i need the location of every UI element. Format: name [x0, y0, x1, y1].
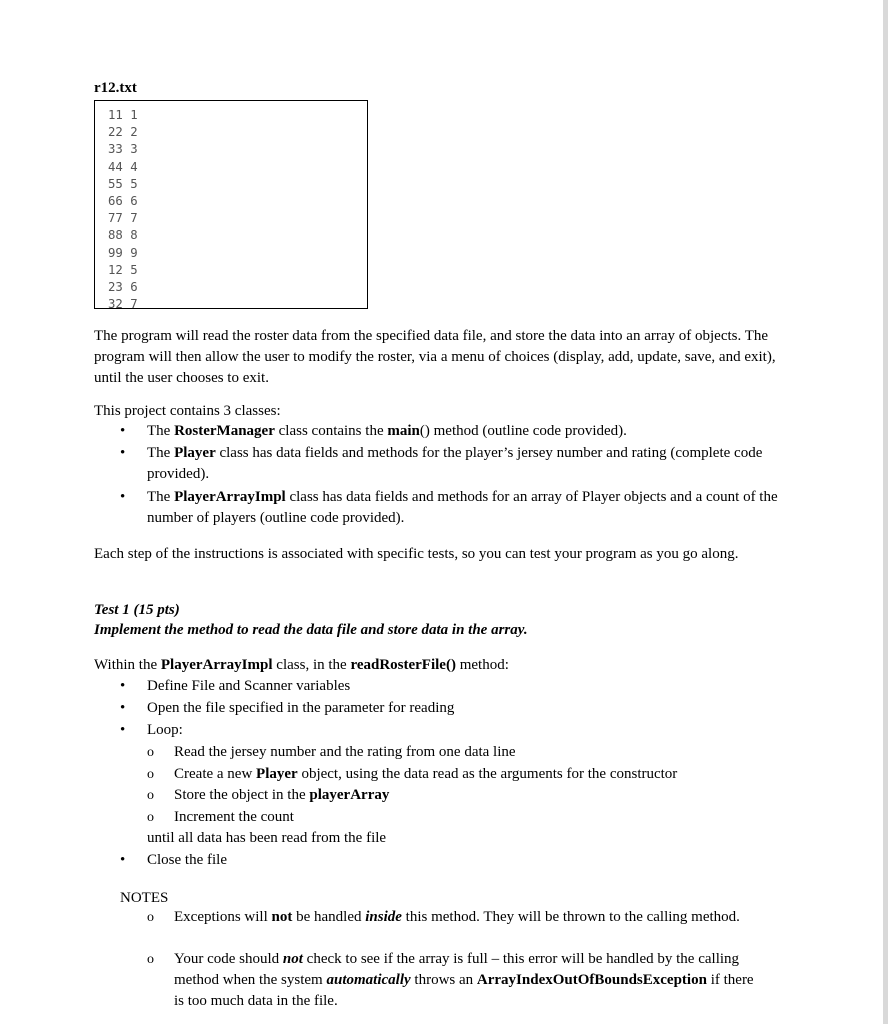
file-line: 32 7: [108, 297, 138, 312]
sub-bullet-icon: o: [147, 745, 154, 760]
test1-subtitle: Implement the method to read the data file and store data in the array.: [94, 622, 528, 638]
file-line: 11 1: [108, 108, 138, 122]
bullet-icon: •: [120, 678, 126, 694]
file-line: 12 5: [108, 262, 138, 277]
test1-title: Test 1 (15 pts): [94, 602, 180, 618]
file-line: 88 8: [108, 228, 138, 243]
sub-bullet-icon: o: [147, 910, 154, 925]
file-line: 23 6: [108, 280, 138, 295]
bullet-icon: •: [120, 445, 126, 461]
notes-heading: NOTES: [120, 890, 169, 906]
file-line: 33 3: [108, 142, 138, 157]
intro-paragraph: The program will read the roster data from the specified data file, and store the data into an array of objects. The program will then allow the user to modify the roster, via a menu of choices (display, add, update, save, and exit), until the user chooses to exit.: [94, 328, 776, 386]
bullet-icon: •: [120, 700, 126, 716]
bullet-icon: •: [120, 722, 126, 738]
loop-until: until all data has been read from the file: [147, 830, 387, 846]
bullet-icon: •: [120, 489, 126, 505]
sub-bullet-icon: o: [147, 810, 154, 825]
sub-bullet-icon: o: [147, 952, 154, 967]
file-line: 77 7: [108, 211, 138, 226]
sub-bullet-icon: o: [147, 788, 154, 803]
file-line: 99 9: [108, 245, 138, 260]
bullet-icon: •: [120, 852, 126, 868]
bullet-icon: •: [120, 423, 126, 439]
file-title: r12.txt: [94, 80, 137, 96]
file-line: 22 2: [108, 125, 138, 140]
classes-heading: This project contains 3 classes:: [94, 403, 281, 419]
file-line: 66 6: [108, 194, 138, 209]
sub-bullet-icon: o: [147, 767, 154, 782]
scrollbar-track[interactable]: [883, 0, 888, 1024]
file-line: 55 5: [108, 176, 138, 191]
file-contents-box: [94, 100, 368, 312]
steps-note: Each step of the instructions is associated with specific tests, so you can test your program as you go along.: [94, 546, 739, 562]
file-line: 44 4: [108, 159, 138, 174]
within-line: Within the PlayerArrayImpl class, in the readRosterFile() method:: [94, 657, 509, 673]
